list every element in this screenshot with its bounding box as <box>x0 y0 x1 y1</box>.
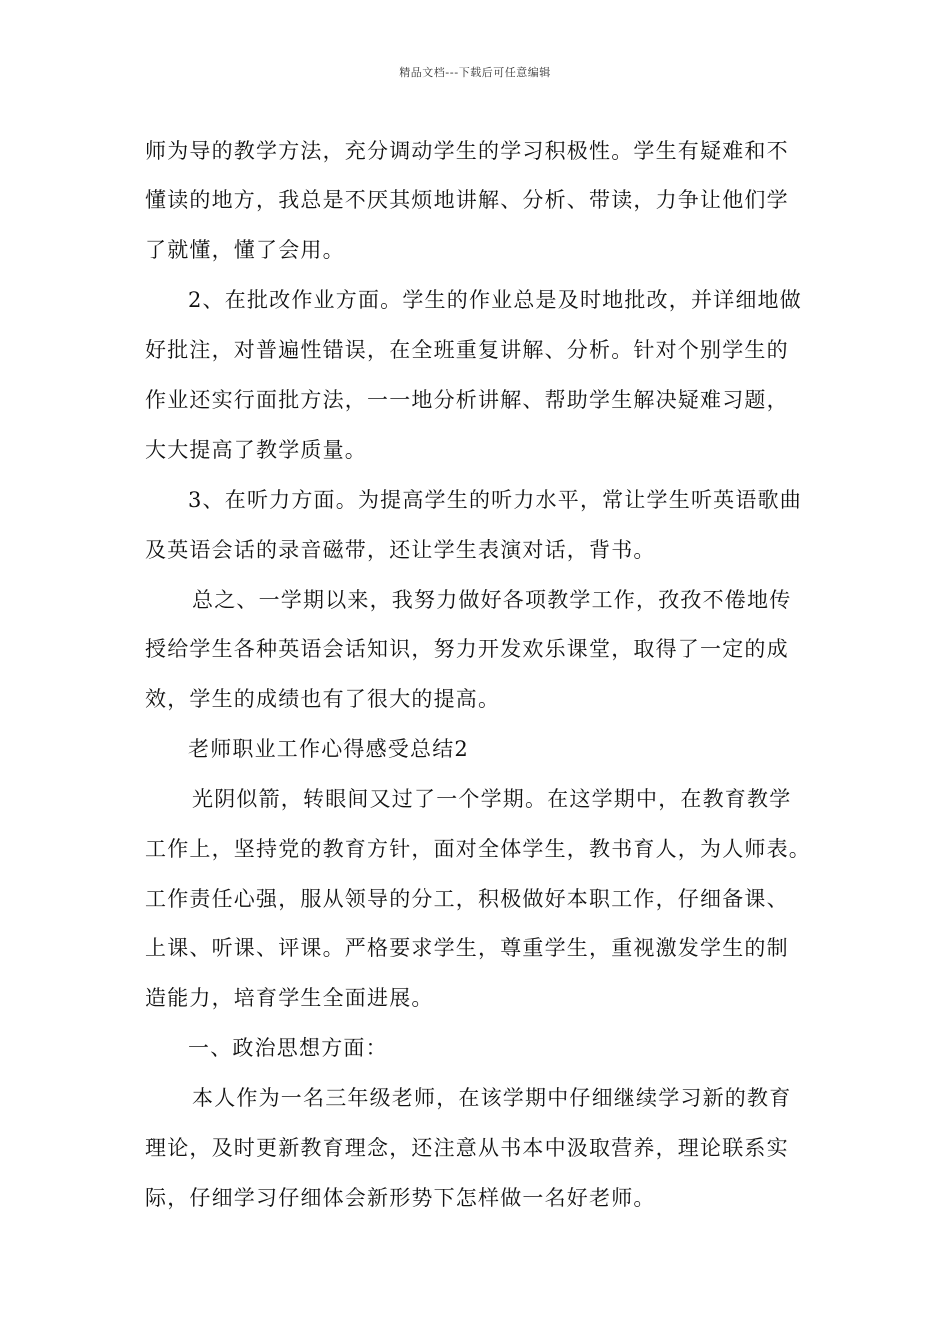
text-line: 3、在听力方面。为提高学生的听力水平，常让学生听英语歌曲 <box>188 488 802 512</box>
text-line: 授给学生各种英语会话知识，努力开发欢乐课堂，取得了一定的成 <box>145 637 789 661</box>
text-line: 及英语会话的录音磁带，还让学生表演对话，背书。 <box>145 538 656 562</box>
section-heading: 一、政治思想方面： <box>188 1036 388 1060</box>
text-line: 作业还实行面批方法，一一地分析讲解、帮助学生解决疑难习题， <box>145 388 789 412</box>
text-line: 光阴似箭，转眼间又过了一个学期。在这学期中，在教育教学 <box>192 787 792 811</box>
text-line: 了就懂，懂了会用。 <box>145 238 345 262</box>
text-line: 工作责任心强，服从领导的分工，积极做好本职工作，仔细备课、 <box>145 887 789 911</box>
text-line: 本人作为一名三年级老师，在该学期中仔细继续学习新的教育 <box>192 1086 792 1110</box>
text-line: 师为导的教学方法，充分调动学生的学习积极性。学生有疑难和不 <box>145 139 789 163</box>
page-header: 精品文档---下载后可任意编辑 <box>399 66 551 79</box>
section-title: 老师职业工作心得感受总结2 <box>188 737 469 761</box>
text-line: 总之、一学期以来，我努力做好各项教学工作，孜孜不倦地传 <box>192 588 792 612</box>
text-line: 工作上，坚持党的教育方针，面对全体学生，教书育人，为人师表。 <box>145 837 811 861</box>
text-line: 2、在批改作业方面。学生的作业总是及时地批改，并详细地做 <box>188 288 802 312</box>
text-line: 大大提高了教学质量。 <box>145 438 367 462</box>
text-line: 造能力，培育学生全面进展。 <box>145 986 434 1010</box>
text-line: 上课、听课、评课。严格要求学生，尊重学生，重视激发学生的制 <box>145 936 789 960</box>
text-line: 懂读的地方，我总是不厌其烦地讲解、分析、带读，力争让他们学 <box>145 188 789 212</box>
text-line: 际，仔细学习仔细体会新形势下怎样做一名好老师。 <box>145 1186 656 1210</box>
text-line: 理论，及时更新教育理念，还注意从书本中汲取营养，理论联系实 <box>145 1136 789 1160</box>
text-line: 好批注，对普遍性错误，在全班重复讲解、分析。针对个别学生的 <box>145 338 789 362</box>
text-line: 效，学生的成绩也有了很大的提高。 <box>145 687 501 711</box>
